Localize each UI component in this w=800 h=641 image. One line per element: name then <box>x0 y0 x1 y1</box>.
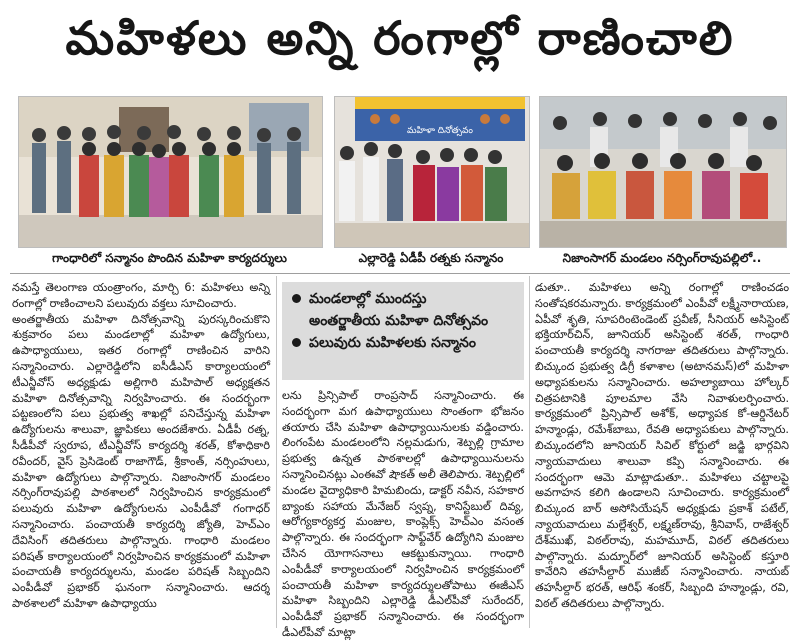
column-divider-1 <box>276 276 277 628</box>
bullet-icon <box>292 338 301 347</box>
photo-yellareddy-felicitation <box>334 96 530 248</box>
bullet-icon <box>292 294 301 303</box>
photo-banner-text: మహిళా దినోత్సవం <box>407 126 473 136</box>
article-column-middle <box>282 388 524 639</box>
photo-gandhari-group <box>18 96 323 248</box>
article-paragraph: నమస్తే తెలంగాణ యంత్రాంగం, మార్చి 6: మహిళలు అన్ని రంగాల్లో రాణించాలని పలువురు వక్తలు సూచించారు. <box>12 281 270 310</box>
highlight-text: మండలాల్లో ముందస్తు <box>309 291 427 307</box>
article-paragraph: లను ప్రిన్సిపాల్ రాంప్రసాద్ సన్మానించారు. ఈ సందర్భంగా మగ ఉపాధ్యాయులు సొంతంగా భోజనం తయారు చేసి మహిళా ఉపాధ్యాయినులకు వడ్డించారు. లింగంపేట మండలంలోని నల్లమడుగు, శెట్పల్లి గ్రామాల ప్రభుత్వ ఉన్నత పాఠశాలల్లో ఉపాధ్యాయినులను సన్మానించినట్లు ఎంఈవో షౌకత్ అలీ తెలిపారు. శెట్పల్లిలో మండల వైద్యాధికారి హిమబిందు, డాక్టర్ నవీన, సహకార బ్యాంకు సహాయ మేనేజర్ స్వప్న, కానిస్టేబుల్ దివ్య, ఆరోగ్యకార్యకర్త మంజుల, కాంప్లెక్స్ హెచ్‌ఎం వసంత పాల్గొన్నారు. ఈ సందర్భంగా సాఫ్ట్‌వేర్ ఉద్యోగిని మంజుల చేసిన యోగాసనాలు ఆకట్టుకున్నాయి. గాంధారి ఎంపీడీవో కార్యాలయంలో నిర్వహించిన కార్యక్రమంలో పంచాయతీ మహిళా కార్యదర్శులతోపాటు ఈజీఎస్ మహిళా సిబ్బందిని ఎల్లారెడ్డి డీఎల్‌పీవో సురేందర్, ఎంపీడీవో ప్రభాకర్ సన్మానించారు. ఈ సందర్భంగా డీఎల్‌పీవో మాట్లా <box>282 389 524 639</box>
highlights-box <box>282 282 524 380</box>
article-column-right <box>535 280 789 628</box>
photo-caption-3: నిజాంసాగర్ మండలం నర్సింగ్‌రావుపల్లిలో.. <box>562 250 762 265</box>
article-paragraph: అంతర్జాతీయ మహిళా దినోత్సవాన్ని పురస్కరించుకొని శుక్రవారం పలు మండలాల్లో మహిళా ఉద్యోగులు, ఉపాధ్యాయులు, ఇతర రంగాల్లో రాణించిన వారిని సన్మానించారు. ఎల్లారెడ్డిలోని ఐసీడీఎస్ కార్యాలయంలో టీఎన్జీవోస్ అధ్యక్షుడు అల్లిగారి మహిపాల్ అధ్యక్షతన మహిళా దినోత్సవాన్ని నిర్వహించారు. ఈ సందర్భంగా పట్టణంలోని పలు ప్రభుత్వ శాఖల్లో పనిచేస్తున్న మహిళా ఉద్యోగులను శాలువా, జ్ఞాపికలు అందజేశారు. ఏడీపీ రత్న, సీడీపీవో స్వరూప, టీఎన్జీవోస్ కార్యదర్శి శరత్, కోశాధికారి రవీందర్, వైస్ ప్రెసిడెంట్ రాజాగౌడ్, శ్రీకాంత్, నర్సింహులు, మహిళా ఉద్యోగులు పాల్గొన్నారు. నిజాంసాగర్ మండలం నర్సింగ్‌రావుపల్లి పాఠశాలలో నిర్వహించిన కార్యక్రమంలో పలువురు మహిళా ఉద్యోగులను ఎంపీడీవో గంగాధర్ సన్మానించారు. పంచాయతీ కార్యదర్శి జ్యోతి, హెచ్‌ఎం దేవిసింగ్ తదితరులు పాల్గొన్నారు. గాంధారి మండలం పరిషత్ కార్యాలయంలో నిర్వహించిన కార్యక్రమంలో మహిళా పంచాయతీ కార్యదర్శులను, మండల పరిషత్ సిబ్బందిని ఎంపీడీవో ప్రభాకర్ ఘనంగా సన్మానించారు. ఆదర్శ పాఠశాలలో మహిళా ఉపాధ్యాయు <box>12 312 270 610</box>
headline: మహిళలు అన్ని రంగాల్లో రాణించాలి <box>65 11 735 65</box>
highlight-text: అంతర్జాతీయ మహిళా దినోత్సవం <box>309 313 489 329</box>
divider-top <box>10 273 790 274</box>
photo-caption-1: గాంధారిలో సన్మానం పొందిన మహిళా కార్యదర్శులు <box>52 250 287 265</box>
photo-caption-2: ఎల్లారెడ్డి ఏడీపీ రత్నకు సన్మానం <box>358 250 504 265</box>
photo-narsingraopalli <box>539 96 787 248</box>
column-divider-2 <box>529 276 530 628</box>
article-paragraph: డుతూ.. మహిళలు అన్ని రంగాల్లో రాణించడం సంతోషకరమన్నారు. కార్యక్రమంలో ఎంపీవో లక్ష్మీనారాయణ, ఏపీవో శృతి, సూపరింటెండెంట్ ప్రవీణ్, సీనియర్ అసిస్టెంట్ భక్తియార్‌చిన్, జూనియర్ అసిస్టెంట్ శరత్, గాంధారి పంచాయతీ కార్యదర్శి నాగరాజు తదితరులు పాల్గొన్నారు. బిచ్కుంద ప్రభుత్వ డిగ్రీ కళాశాల (అటానమస్)లో మహిళా అధ్యాపకులను సన్మానించారు. అహల్యాబాయి హోల్కర్ చిత్రపటానికి పూలమాల వేసి నివాళులర్పించారు. కార్యక్రమంలో ప్రిన్సిపాల్ అశోక్, అధ్యాపక కో-ఆర్డినేటర్ హన్మాండ్లు, రమేశ్‌బాబు, రేవతి అధ్యాపకులు పాల్గొన్నారు. బిచ్కుందలోని జూనియర్ సివిల్ కోర్టులో జడ్జి భార్గవిని న్యాయవాదులు శాలువా కప్పి సన్మానించారు. ఈ సందర్భంగా ఆమె మాట్లాడుతూ.. మహిళలు చట్టాలపై అవగాహన కలిగి ఉండాలని సూచించారు. కార్యక్రమంలో బిచ్కుంద బార్ అసోసియేషన్ అధ్యక్షుడు ప్రకాశ్ పటేల్, న్యాయవాదులు మల్లేశ్వర్, లక్ష్మణ్‌రావు, శ్రీనివాస్, రాజేశ్వర్ దేశ్‌ముఖ్, విఠల్‌రావు, మహమూద్, విఠల్ తదితరులు పాల్గొన్నారు. మద్నూర్‌లో జూనియర్ అసిస్టెంట్ కస్తూరి కావేరిని తహసీల్దార్ ముజీబ్ సన్మానించారు. నాయబ్ తహసీల్దార్ భరత్, ఆరిఫ్ శంకర్, సిబ్బంది హన్మాండ్లు, రవి, విఠల్ తదితరులు పాల్గొన్నారు. <box>535 281 789 610</box>
highlight-text: పలువురు మహిళలకు సన్మానం <box>309 335 476 351</box>
highlight-item <box>292 288 514 310</box>
highlight-item <box>292 332 514 354</box>
article-column-left <box>12 280 270 628</box>
highlight-item-continued <box>292 310 514 332</box>
